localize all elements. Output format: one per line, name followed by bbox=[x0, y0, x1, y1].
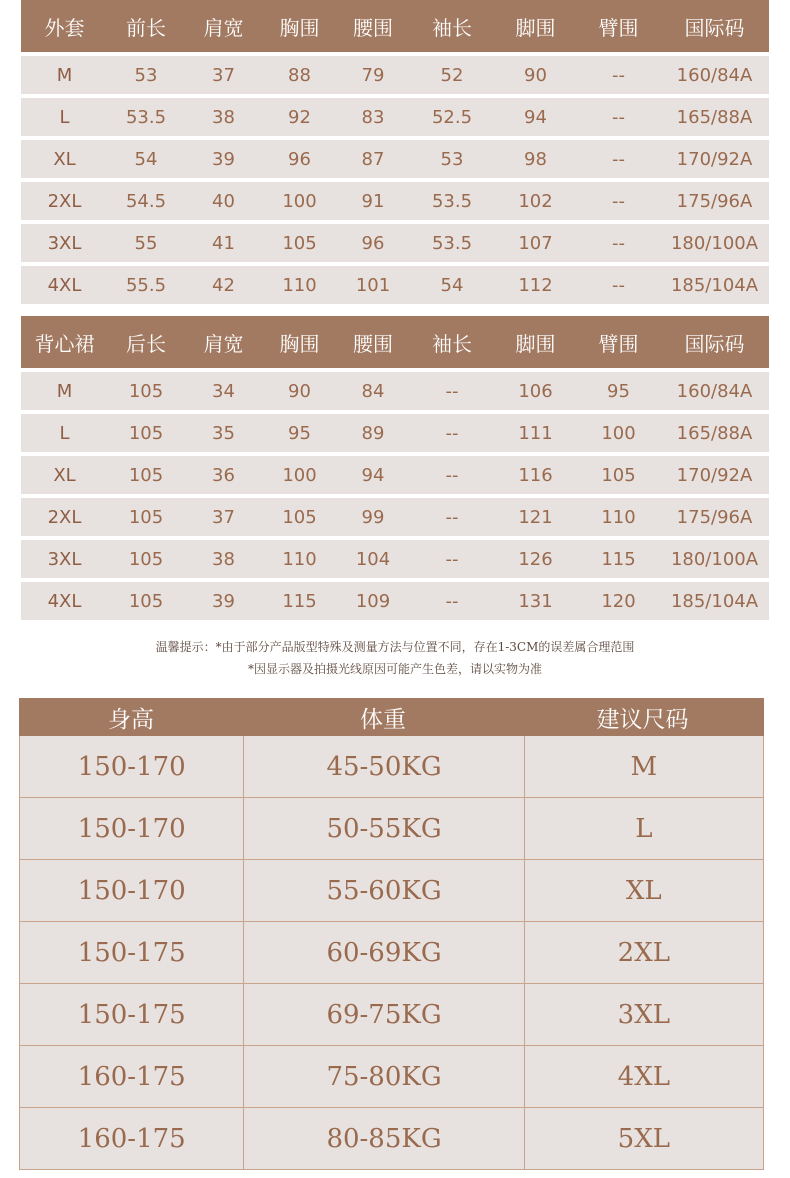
table-cell: 94 bbox=[361, 464, 385, 486]
header-cell: 前长 bbox=[126, 15, 166, 40]
size-cell: 3XL bbox=[47, 232, 82, 254]
recommendation-body bbox=[19, 736, 764, 1170]
header-cell: 胸围 bbox=[279, 15, 320, 40]
table-cell: 131 bbox=[518, 590, 553, 612]
table-cell: -- bbox=[445, 464, 459, 486]
weight-cell: 50-55KG bbox=[244, 798, 524, 859]
table-cell: 170/92A bbox=[676, 464, 753, 486]
recommendation-header bbox=[19, 698, 764, 736]
table-cell: 53.5 bbox=[431, 190, 473, 212]
table-cell: 90 bbox=[524, 64, 547, 86]
table-cell: 40 bbox=[212, 190, 235, 212]
table-cell: 91 bbox=[361, 190, 385, 212]
height-cell: 150-170 bbox=[20, 736, 244, 797]
table-cell: 39 bbox=[212, 148, 235, 170]
header-cell: 外套 bbox=[44, 15, 85, 40]
table-row bbox=[21, 266, 769, 304]
table-row bbox=[20, 736, 763, 797]
table-cell: 180/100A bbox=[670, 548, 759, 570]
header-cell: 腰围 bbox=[353, 15, 393, 40]
size-cell: XL bbox=[53, 148, 76, 170]
table-cell: 165/88A bbox=[676, 106, 753, 128]
table-cell: 92 bbox=[288, 106, 311, 128]
header-cell: 肩宽 bbox=[203, 331, 244, 356]
table-row bbox=[21, 140, 769, 178]
table-cell: 100 bbox=[282, 464, 317, 486]
table-cell: 39 bbox=[212, 590, 235, 612]
table-row bbox=[21, 414, 769, 452]
table-cell: 110 bbox=[282, 274, 317, 296]
table-cell: 52 bbox=[440, 64, 464, 86]
table-cell: 55 bbox=[134, 232, 158, 254]
table-cell: -- bbox=[445, 506, 459, 528]
table-cell: -- bbox=[445, 590, 459, 612]
table-cell: 115 bbox=[601, 548, 636, 570]
table-cell: 89 bbox=[361, 422, 385, 444]
size-cell: 2XL bbox=[617, 937, 670, 968]
table-cell: 53.5 bbox=[431, 232, 473, 254]
table-cell: 104 bbox=[355, 548, 391, 570]
table-cell: 90 bbox=[288, 380, 311, 402]
table-cell: -- bbox=[445, 422, 459, 444]
table-cell: 98 bbox=[524, 148, 547, 170]
table-cell: 175/96A bbox=[676, 190, 753, 212]
size-cell: 2XL bbox=[47, 190, 82, 212]
table-cell: 160/84A bbox=[676, 380, 753, 402]
size-cell: 4XL bbox=[617, 1061, 670, 1092]
table-cell: 116 bbox=[518, 464, 553, 486]
header-cell: 袖长 bbox=[432, 331, 472, 356]
header-cell: 国际码 bbox=[684, 15, 745, 40]
table-cell: -- bbox=[612, 232, 625, 254]
table-cell: 185/104A bbox=[670, 590, 759, 612]
table-cell: 105 bbox=[601, 464, 636, 486]
header-cell: 后长 bbox=[126, 331, 166, 356]
table-cell: -- bbox=[612, 106, 625, 128]
table-cell: 95 bbox=[288, 422, 311, 444]
weight-cell: 60-69KG bbox=[244, 922, 524, 983]
table-cell: 175/96A bbox=[676, 506, 753, 528]
table-cell: 100 bbox=[601, 422, 636, 444]
table-cell: 110 bbox=[282, 548, 317, 570]
height-cell: 160-175 bbox=[20, 1046, 244, 1107]
table-cell: -- bbox=[612, 64, 625, 86]
size-cell: 3XL bbox=[47, 548, 82, 570]
table-cell: -- bbox=[612, 274, 625, 296]
table-cell: 52.5 bbox=[431, 106, 473, 128]
header-cell-height: 身高 bbox=[108, 706, 154, 733]
table-cell: 105 bbox=[282, 232, 317, 254]
table-cell: 105 bbox=[128, 464, 164, 486]
header-cell: 脚围 bbox=[515, 15, 556, 40]
table-cell: 53.5 bbox=[125, 106, 167, 128]
table-cell: 185/104A bbox=[670, 274, 759, 296]
size-cell: 4XL bbox=[47, 274, 82, 296]
size-cell: 4XL bbox=[47, 590, 82, 612]
table-cell: 96 bbox=[288, 148, 311, 170]
table-row bbox=[20, 983, 763, 1045]
weight-cell: 55-60KG bbox=[244, 860, 524, 921]
size-cell: L bbox=[635, 813, 653, 844]
table-cell: 120 bbox=[601, 590, 636, 612]
table-cell: 102 bbox=[518, 190, 553, 212]
size-cell: XL bbox=[625, 875, 662, 906]
size-cell: 5XL bbox=[617, 1123, 670, 1154]
dress-table-header bbox=[21, 316, 769, 368]
table-cell: 107 bbox=[518, 232, 553, 254]
size-cell: 2XL bbox=[47, 506, 82, 528]
height-cell: 150-175 bbox=[20, 984, 244, 1045]
weight-cell: 80-85KG bbox=[244, 1108, 524, 1169]
table-row bbox=[21, 182, 769, 220]
height-cell: 150-170 bbox=[20, 798, 244, 859]
table-row bbox=[21, 98, 769, 136]
table-cell: 84 bbox=[361, 380, 385, 402]
table-cell: 96 bbox=[361, 232, 385, 254]
header-cell: 脚围 bbox=[515, 331, 556, 356]
header-cell: 肩宽 bbox=[203, 15, 244, 40]
table-cell: 79 bbox=[361, 64, 385, 86]
table-row bbox=[21, 498, 769, 536]
table-cell: -- bbox=[612, 148, 625, 170]
weight-cell: 69-75KG bbox=[244, 984, 524, 1045]
table-row bbox=[20, 797, 763, 859]
height-cell: 150-175 bbox=[20, 922, 244, 983]
table-cell: 165/88A bbox=[676, 422, 753, 444]
table-cell: 55.5 bbox=[125, 274, 167, 296]
size-cell: M bbox=[56, 380, 73, 402]
table-cell: 38 bbox=[212, 548, 235, 570]
table-cell: 112 bbox=[518, 274, 553, 296]
table-row bbox=[20, 859, 763, 921]
table-cell: 37 bbox=[212, 64, 235, 86]
table-cell: 87 bbox=[361, 148, 385, 170]
table-cell: 121 bbox=[518, 506, 553, 528]
table-cell: 88 bbox=[288, 64, 311, 86]
table-cell: 110 bbox=[601, 506, 636, 528]
height-cell: 150-170 bbox=[20, 860, 244, 921]
table-cell: 36 bbox=[212, 464, 235, 486]
table-cell: -- bbox=[445, 548, 459, 570]
notes bbox=[0, 636, 790, 680]
table-cell: 83 bbox=[361, 106, 385, 128]
header-cell: 袖长 bbox=[432, 15, 472, 40]
table-cell: 54.5 bbox=[125, 190, 167, 212]
table-cell: 54 bbox=[134, 148, 158, 170]
size-cell: L bbox=[59, 422, 70, 444]
size-cell: 3XL bbox=[617, 999, 670, 1030]
header-cell-weight: 体重 bbox=[360, 706, 406, 733]
table-cell: 42 bbox=[212, 274, 235, 296]
table-row bbox=[20, 1107, 763, 1169]
table-cell: -- bbox=[445, 380, 459, 402]
table-cell: 126 bbox=[518, 548, 553, 570]
header-cell: 背心裙 bbox=[34, 331, 95, 356]
table-cell: 35 bbox=[212, 422, 235, 444]
table-row bbox=[20, 1045, 763, 1107]
table-cell: 41 bbox=[212, 232, 235, 254]
header-cell: 胸围 bbox=[279, 331, 320, 356]
table-cell: 115 bbox=[282, 590, 317, 612]
table-cell: 105 bbox=[128, 548, 164, 570]
table-cell: 105 bbox=[128, 506, 164, 528]
table-cell: 53 bbox=[134, 64, 158, 86]
table-cell: 111 bbox=[518, 422, 553, 444]
coat-table-header bbox=[21, 0, 769, 52]
table-cell: 94 bbox=[524, 106, 547, 128]
table-cell: 180/100A bbox=[670, 232, 759, 254]
table-cell: 170/92A bbox=[676, 148, 753, 170]
table-row bbox=[21, 56, 769, 94]
table-cell: 37 bbox=[212, 506, 235, 528]
table-cell: 99 bbox=[361, 506, 385, 528]
header-cell: 臂围 bbox=[598, 331, 639, 356]
table-cell: 105 bbox=[128, 590, 164, 612]
table-row bbox=[21, 540, 769, 578]
header-cell: 臂围 bbox=[598, 15, 639, 40]
table-cell: 106 bbox=[518, 380, 553, 402]
table-cell: 53 bbox=[440, 148, 464, 170]
table-cell: 95 bbox=[607, 380, 630, 402]
table-row bbox=[21, 582, 769, 620]
size-recommendation-table bbox=[19, 698, 764, 1170]
table-cell: 54 bbox=[440, 274, 464, 296]
header-cell: 腰围 bbox=[353, 331, 393, 356]
size-cell: M bbox=[630, 751, 658, 782]
table-row bbox=[21, 224, 769, 262]
dress-size-table bbox=[21, 316, 769, 620]
height-cell: 160-175 bbox=[20, 1108, 244, 1169]
note-line-2: *因显示器及拍摄光线原因可能产生色差，请以实物为准 bbox=[247, 662, 542, 676]
weight-cell: 45-50KG bbox=[244, 736, 524, 797]
header-cell: 国际码 bbox=[684, 331, 745, 356]
table-row bbox=[21, 372, 769, 410]
coat-size-table bbox=[21, 0, 769, 304]
table-row bbox=[20, 921, 763, 983]
table-cell: 101 bbox=[355, 274, 391, 296]
table-cell: 100 bbox=[282, 190, 317, 212]
table-cell: 160/84A bbox=[676, 64, 753, 86]
table-row bbox=[21, 456, 769, 494]
weight-cell: 75-80KG bbox=[244, 1046, 524, 1107]
size-cell: XL bbox=[53, 464, 76, 486]
note-line-1: 温馨提示：*由于部分产品版型特殊及测量方法与位置不同，存在1-3CM的误差属合理范围 bbox=[155, 640, 635, 654]
size-cell: L bbox=[59, 106, 70, 128]
table-cell: 34 bbox=[212, 380, 235, 402]
table-cell: 105 bbox=[128, 422, 164, 444]
size-cell: M bbox=[56, 64, 73, 86]
table-cell: 105 bbox=[282, 506, 317, 528]
table-cell: 105 bbox=[128, 380, 164, 402]
table-cell: 109 bbox=[355, 590, 391, 612]
table-cell: -- bbox=[612, 190, 625, 212]
header-cell-size: 建议尺码 bbox=[596, 706, 689, 733]
table-cell: 38 bbox=[212, 106, 235, 128]
